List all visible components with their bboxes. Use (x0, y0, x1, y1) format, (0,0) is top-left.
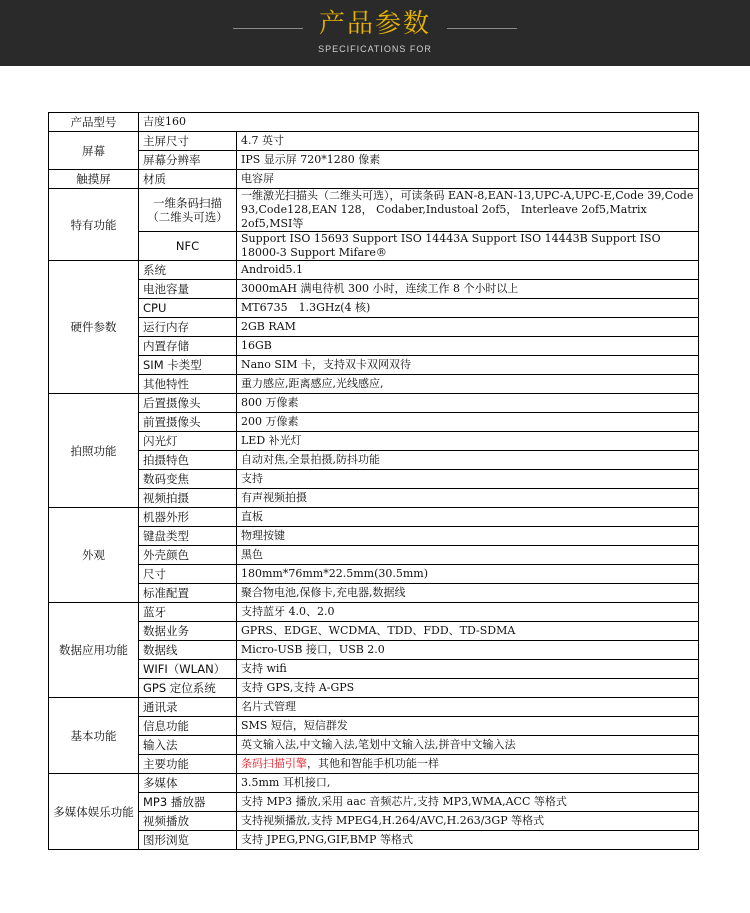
highlight-text: 条码扫描引擎 (241, 757, 307, 770)
feature-label: 一维条码扫描（二维头可选） (139, 189, 237, 232)
feature-value: GPRS、EDGE、WCDMA、TDD、FDD、TD-SDMA (237, 622, 699, 641)
table-row (49, 132, 699, 151)
table-row (49, 584, 699, 603)
feature-value: SMS 短信，短信群发 (237, 717, 699, 736)
feature-label: 主要功能 (139, 755, 237, 774)
feature-value: 英文输入法,中文输入法,笔划中文输入法,拼音中文输入法 (237, 736, 699, 755)
feature-value: 2GB RAM (237, 318, 699, 337)
feature-value (237, 755, 699, 774)
category-special: 特有功能 (49, 189, 139, 261)
feature-value: 一维激光扫描头（二维头可选），可读条码 EAN-8,EAN-13,UPC-A,UPC-E,Code 39,Code 93,Code128,EAN 128， Codaber,Industoal 2of5， Interleave 2of5,Matrix 2of5,MSI等 (237, 189, 699, 232)
feature-value: LED 补光灯 (237, 432, 699, 451)
feature-label: 电池容量 (139, 280, 237, 299)
feature-label: WIFI（WLAN） (139, 660, 237, 679)
table-row (49, 565, 699, 584)
feature-value: 直板 (237, 508, 699, 527)
table-row (49, 261, 699, 280)
feature-value: 自动对焦,全景拍摄,防抖功能 (237, 451, 699, 470)
table-row (49, 736, 699, 755)
table-row (49, 660, 699, 679)
feature-value: 180mm*76mm*22.5mm(30.5mm) (237, 565, 699, 584)
feature-label: 数据业务 (139, 622, 237, 641)
feature-label: 键盘类型 (139, 527, 237, 546)
table-row (49, 394, 699, 413)
table-row (49, 318, 699, 337)
table-row (49, 622, 699, 641)
feature-label: 后置摄像头 (139, 394, 237, 413)
table-row (49, 698, 699, 717)
feature-label: 视频播放 (139, 812, 237, 831)
feature-value: 支持 (237, 470, 699, 489)
feature-label: 多媒体 (139, 774, 237, 793)
feature-label: 数码变焦 (139, 470, 237, 489)
feature-label: 信息功能 (139, 717, 237, 736)
table-row (49, 641, 699, 660)
feature-value: 支持蓝牙 4.0、2.0 (237, 603, 699, 622)
table-row (49, 717, 699, 736)
table-row (49, 527, 699, 546)
feature-value: 电容屏 (237, 170, 699, 189)
feature-label: 闪光灯 (139, 432, 237, 451)
feature-value: Nano SIM 卡，支持双卡双网双待 (237, 356, 699, 375)
feature-label: 材质 (139, 170, 237, 189)
header-banner (0, 0, 750, 66)
feature-value: 3000mAH 满电待机 300 小时，连续工作 8 个小时以上 (237, 280, 699, 299)
category-basic: 基本功能 (49, 698, 139, 774)
table-row (49, 432, 699, 451)
feature-value: 200 万像素 (237, 413, 699, 432)
table-row (49, 470, 699, 489)
table-row (49, 189, 699, 232)
table-row (49, 489, 699, 508)
feature-value: 有声视频拍摄 (237, 489, 699, 508)
feature-label: 其他特性 (139, 375, 237, 394)
page-subtitle: SPECIFICATIONS FOR (318, 44, 432, 54)
category-camera: 拍照功能 (49, 394, 139, 508)
feature-label: 系统 (139, 261, 237, 280)
feature-value: 重力感应,距离感应,光线感应, (237, 375, 699, 394)
feature-value: Support ISO 15693 Support ISO 14443A Support ISO 14443B Support ISO 18000-3 Support Mifare® (237, 232, 699, 261)
feature-label: 外壳颜色 (139, 546, 237, 565)
feature-label: 内置存储 (139, 337, 237, 356)
feature-label: NFC (139, 232, 237, 261)
category-screen: 屏幕 (49, 132, 139, 170)
table-row (49, 356, 699, 375)
feature-label: 屏幕分辨率 (139, 151, 237, 170)
table-row (49, 508, 699, 527)
category-hardware: 硬件参数 (49, 261, 139, 394)
feature-value: Android5.1 (237, 261, 699, 280)
table-row (49, 299, 699, 318)
table-row (49, 232, 699, 261)
feature-label: SIM 卡类型 (139, 356, 237, 375)
feature-label: 数据线 (139, 641, 237, 660)
feature-value: IPS 显示屏 720*1280 像素 (237, 151, 699, 170)
decorative-line-right (447, 28, 517, 29)
table-row (49, 546, 699, 565)
category-appearance: 外观 (49, 508, 139, 603)
table-row (49, 812, 699, 831)
feature-value: 物理按键 (237, 527, 699, 546)
feature-label: 蓝牙 (139, 603, 237, 622)
model-label: 产品型号 (49, 113, 139, 132)
table-row (49, 151, 699, 170)
feature-label: 机器外形 (139, 508, 237, 527)
feature-value: 黑色 (237, 546, 699, 565)
feature-label: 前置摄像头 (139, 413, 237, 432)
feature-value: MT6735 1.3GHz(4 核) (237, 299, 699, 318)
feature-value-rest: ，其他和智能手机功能一样 (307, 757, 439, 770)
feature-value: 名片式管理 (237, 698, 699, 717)
table-row (49, 337, 699, 356)
page-title: 产品参数 (318, 9, 431, 39)
feature-value: 800 万像素 (237, 394, 699, 413)
feature-value: 支持 JPEG,PNG,GIF,BMP 等格式 (237, 831, 699, 850)
feature-value: Micro-USB 接口，USB 2.0 (237, 641, 699, 660)
table-row (49, 755, 699, 774)
spec-table (48, 112, 699, 850)
table-row (49, 413, 699, 432)
feature-label: MP3 播放器 (139, 793, 237, 812)
table-row (49, 375, 699, 394)
feature-label: 通讯录 (139, 698, 237, 717)
category-multimedia: 多媒体娱乐功能 (49, 774, 139, 850)
feature-value: 支持 MP3 播放,采用 aac 音频芯片,支持 MP3,WMA,ACC 等格式 (237, 793, 699, 812)
table-row (49, 774, 699, 793)
feature-value: 3.5mm 耳机接口, (237, 774, 699, 793)
feature-label: 主屏尺寸 (139, 132, 237, 151)
feature-label: 运行内存 (139, 318, 237, 337)
table-row (49, 831, 699, 850)
category-touch: 触摸屏 (49, 170, 139, 189)
feature-label: GPS 定位系统 (139, 679, 237, 698)
table-row (49, 679, 699, 698)
feature-value: 支持 wifi (237, 660, 699, 679)
table-row (49, 113, 699, 132)
table-row (49, 170, 699, 189)
feature-label: 视频拍摄 (139, 489, 237, 508)
table-row (49, 451, 699, 470)
table-row (49, 603, 699, 622)
table-row (49, 280, 699, 299)
table-row (49, 793, 699, 812)
feature-label: CPU (139, 299, 237, 318)
feature-label: 图形浏览 (139, 831, 237, 850)
feature-label: 输入法 (139, 736, 237, 755)
feature-label: 标准配置 (139, 584, 237, 603)
feature-label: 尺寸 (139, 565, 237, 584)
feature-label: 拍摄特色 (139, 451, 237, 470)
feature-value: 4.7 英寸 (237, 132, 699, 151)
feature-value: 支持视频播放,支持 MPEG4,H.264/AVC,H.263/3GP 等格式 (237, 812, 699, 831)
model-value: 吉度160 (139, 113, 699, 132)
feature-value: 支持 GPS,支持 A-GPS (237, 679, 699, 698)
category-data-app: 数据应用功能 (49, 603, 139, 698)
feature-value: 16GB (237, 337, 699, 356)
feature-value: 聚合物电池,保修卡,充电器,数据线 (237, 584, 699, 603)
